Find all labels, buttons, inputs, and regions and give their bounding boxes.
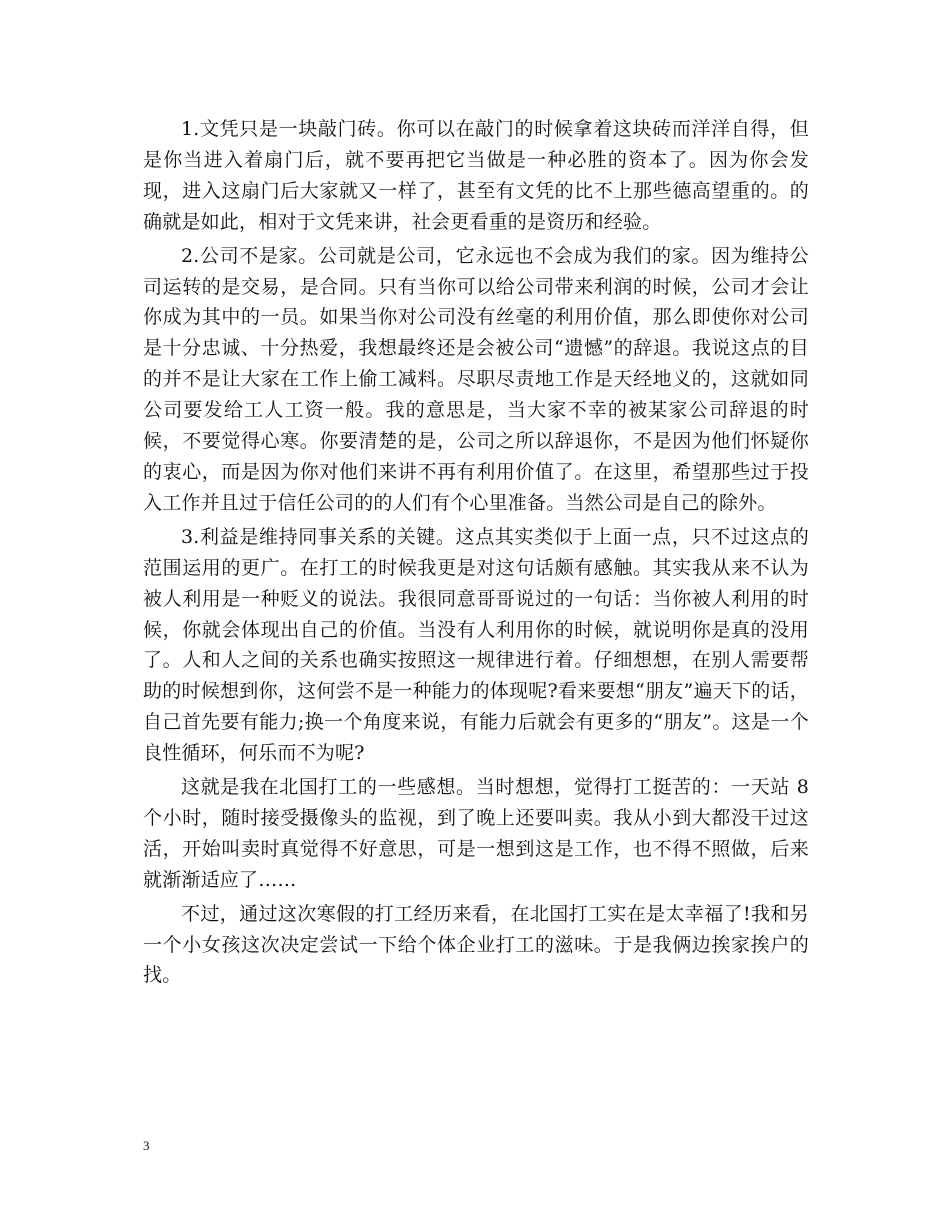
paragraph-1: 1.文凭只是一块敲门砖。你可以在敲门的时候拿着这块砖而洋洋自得，但是你当进入着扇门后，就不要再把它当做是一种必胜的资本了。因为你会发现，进入这扇门后大家就又一样了，甚至有文凭的比不上那些德高望重的。的确就是如此，相对于文凭来讲，社会更看重的是资历和经验。 [143,118,809,233]
paragraph-4: 这就是我在北国打工的一些感想。当时想想，觉得打工挺苦的：一天站 8 个小时，随时接受摄像头的监视，到了晚上还要叫卖。我从小到大都没干过这活，开始叫卖时真觉得不好意思，可是一想到这是工作，也不得不照做，后来就渐渐适应了…… [143,776,809,891]
document-body [143,114,809,994]
paragraph-2: 2.公司不是家。公司就是公司，它永远也不会成为我们的家。因为维持公司运转的是交易，是合同。只有当你可以给公司带来利润的时候，公司才会让你成为其中的一员。如果当你对公司没有丝毫的利用价值，那么即使你对公司是十分忠诚、十分热爱，我想最终还是会被公司“遗憾”的辞退。我说这点的目的并不是让大家在工作上偷工减料。尽职尽责地工作是天经地义的，这就如同公司要发给工人工资一般。我的意思是，当大家不幸的被某家公司辞退的时候，不要觉得心寒。你要清楚的是，公司之所以辞退你，不是因为他们怀疑你的衷心，而是因为你对他们来讲不再有利用价值了。在这里，希望那些过于投入工作并且过于信任公司的的人们有个心里准备。当然公司是自己的除外。 [143,244,809,514]
page-number: 3 [143,1138,150,1153]
paragraph-5: 不过，通过这次寒假的打工经历来看，在北国打工实在是太幸福了!我和另一个小女孩这次决定尝试一下给个体企业打工的滋味。于是我俩边挨家挨户的找。 [143,902,809,987]
paragraph-3: 3.利益是维持同事关系的关键。这点其实类似于上面一点，只不过这点的范围运用的更广。在打工的时候我更是对这句话颇有感触。其实我从来不认为被人利用是一种贬义的说法。我很同意哥哥说过的一句话：当你被人利用的时候，你就会体现出自己的价值。当没有人利用你的时候，就说明你是真的没用了。人和人之间的关系也确实按照这一规律进行着。仔细想想，在别人需要帮助的时候想到你，这何尝不是一种能力的体现呢?看来要想“朋友”遍天下的话，自己首先要有能力;换一个角度来说，有能力后就会有更多的“朋友”。这是一个良性循环，何乐而不为呢? [143,525,809,765]
